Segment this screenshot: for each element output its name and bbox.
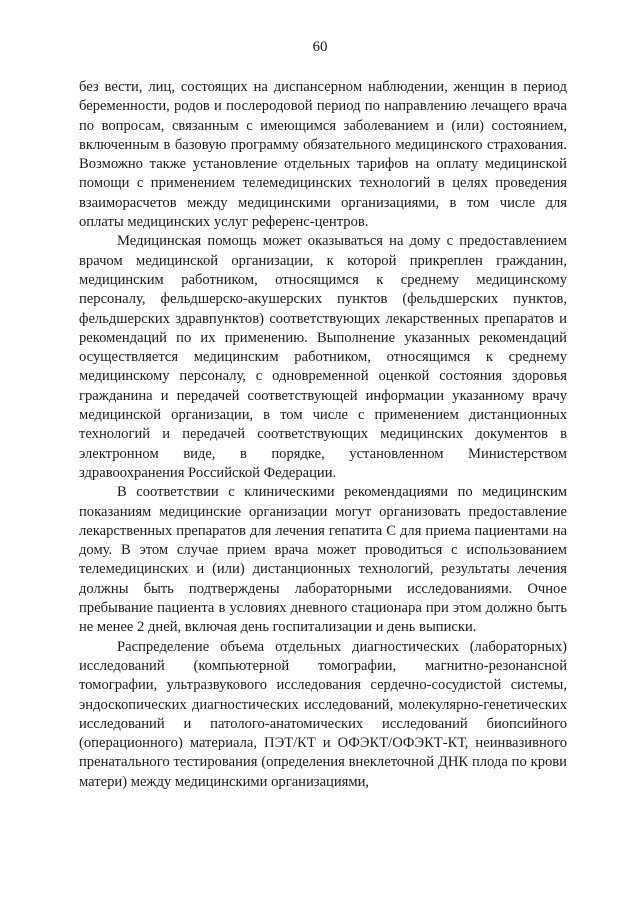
paragraph-home-care: Медицинская помощь может оказываться на дому с предоставлением врачом медицинской организации, к которой прикреплен гражданин, медицинским работником, относящимся к среднему медицинскому персоналу, фельдшерско-акушерских пунктов (фельдшерских пунктов, фельдшерских здравпунктов) соответствующих лекарственных препаратов и рекомендаций по их применению. Выполнение указанных рекомендаций осуществляется медицинским работником, относящимся к среднему медицинскому персоналу, с одновременной оценкой состояния здоровья гражданина и передачей соответствующей информации указанному врачу медицинской организации, в том числе с применением дистанционных технологий и передачей соответствующих медицинских документов в электронном виде, в порядке, установленном Министерством здравоохранения Российской Федерации. bbox=[79, 233, 567, 481]
paragraph-diagnostics-distribution: Распределение объема отдельных диагностических (лабораторных) исследований (компьютерной томографии, магнитно-резонансной томографии, ультразвукового исследования сердечно-сосудистой системы, эндоскопических диагностических исследований, молекулярно-генетических исследований и патолого-анатомических исследований биопсийного (операционного) материала, ПЭТ/КТ и ОФЭКТ/ОФЭКТ-КТ, неинвазивного пренатального тестирования (определения внеклеточной ДНК плода по крови матери) между медицинскими организациями, bbox=[79, 638, 567, 790]
paragraph-hepatitis-c: В соответствии с клиническими рекомендациями по медицинским показаниям медицинские организации могут организовать предоставление лекарственных препаратов для лечения гепатита С для приема пациентами на дому. В этом случае прием врача может проводиться с использованием телемедицинских и (или) дистанционных технологий, результаты лечения должны быть подтверждены лабораторными исследованиями. Очное пребывание пациента в условиях дневного стационара при этом должно быть не менее 2 дней, включая день госпитализации и день выписки. bbox=[79, 484, 567, 636]
page-number: 60 bbox=[312, 39, 328, 55]
document-body bbox=[79, 78, 567, 792]
paragraph-continuation: без вести, лиц, состоящих на диспансерном наблюдении, женщин в период беременности, родов и послеродовой период по направлению лечащего врача по вопросам, связанным с имеющимся заболеванием и (или) состоянием, включенным в базовую программу обязательного медицинского страхования. Возможно также установление отдельных тарифов на оплату медицинской помощи с применением телемедицинских технологий в целях проведения взаиморасчетов между медицинскими организациями, в том числе для оплаты медицинских услуг референс-центров. bbox=[79, 79, 567, 231]
